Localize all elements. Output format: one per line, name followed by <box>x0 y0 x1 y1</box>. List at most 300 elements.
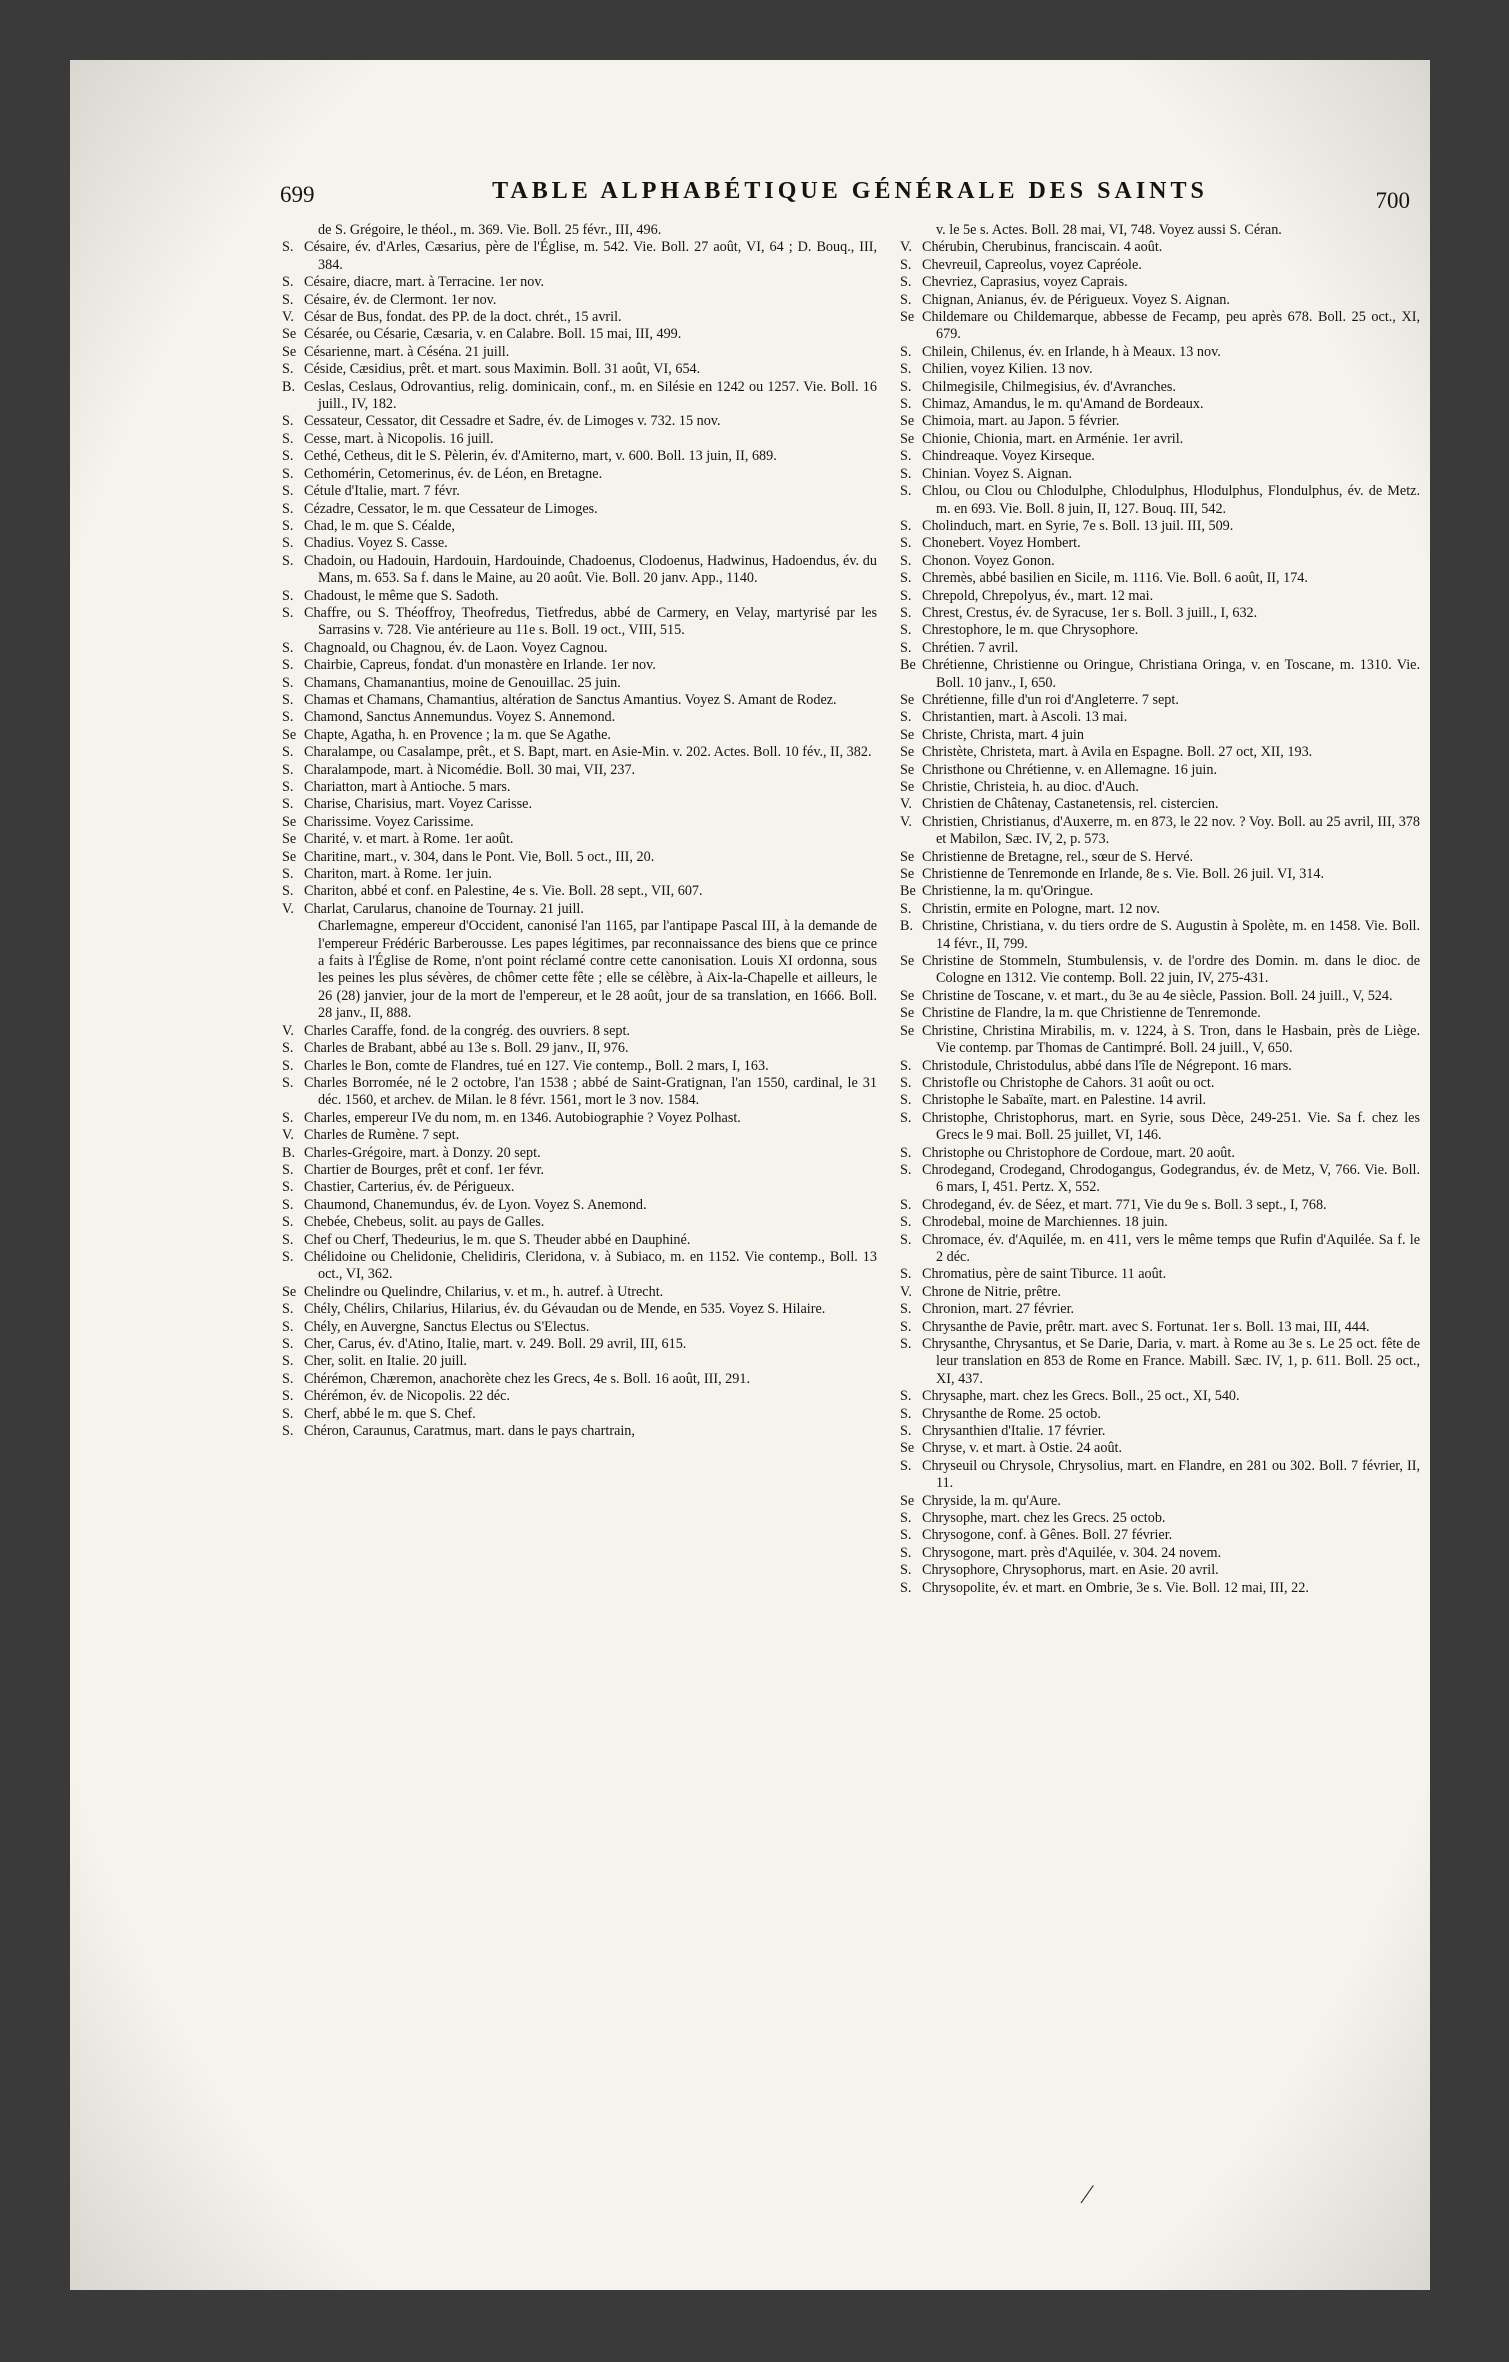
entry-text: Christhone ou Chrétienne, v. en Allemagne. 16 juin. <box>922 761 1217 778</box>
entry-text: Cézadre, Cessator, le m. que Cessateur de Limoges. <box>304 500 598 517</box>
entry-prefix: S. <box>900 1109 912 1126</box>
entry-prefix: S. <box>282 535 294 552</box>
entry-prefix: Se <box>900 953 915 970</box>
index-entry <box>900 361 1420 378</box>
entry-text: Césaire, év. de Clermont. 1er nov. <box>304 291 497 308</box>
index-entry <box>282 448 877 465</box>
entry-prefix: S. <box>900 1144 912 1161</box>
index-entry <box>900 1301 1420 1318</box>
entry-prefix: V. <box>900 813 912 830</box>
index-entry <box>282 814 877 831</box>
index-entry <box>282 1075 877 1110</box>
entry-text: Chremès, abbé basilien en Sicile, m. 1116. Vie. Boll. 6 août, II, 174. <box>922 570 1308 587</box>
index-entry <box>282 1040 877 1057</box>
index-entry <box>282 309 877 326</box>
index-entry <box>282 1388 877 1405</box>
index-entry <box>282 1110 877 1127</box>
entry-text: Charles de Rumène. 7 sept. <box>304 1127 460 1144</box>
index-entry <box>900 1510 1420 1527</box>
index-entry <box>900 1232 1420 1267</box>
entry-prefix <box>900 222 922 239</box>
entry-prefix: Se <box>900 779 915 795</box>
entry-text: Charissime. Voyez Carissime. <box>304 813 474 830</box>
entry-prefix: S. <box>282 274 294 291</box>
entry-prefix: S. <box>900 570 912 587</box>
index-entry <box>282 866 877 883</box>
index-entry <box>900 883 1420 900</box>
index-entry <box>282 483 877 500</box>
entry-text: Chrysaphe, mart. chez les Grecs. Boll., 25 oct., XI, 540. <box>922 1388 1240 1405</box>
index-entry <box>282 605 877 640</box>
index-entry <box>282 1336 877 1353</box>
entry-text: Charlemagne, empereur d'Occident, canonisé l'an 1165, par l'antipape Pascal III, à la demande de l'empereur Frédéric Barberousse. Les papes légitimes, par reconnaissance des biens que ce prince a faits à l'Église de Rome, n'ont point réclamé contre cette canonisation. Louis XI ordonna, sous les peines les plus sévères, de chômer cette fête ; elle se célèbre, à Aix-la-Chapelle et ailleurs, le 26 (28) janvier, jour de la mort de l'empereur, et le 28 août, jour de sa translation, en 1666. Boll. 28 janv., II, 888. <box>318 918 877 1022</box>
entry-text: César de Bus, fondat. des PP. de la doct. chrét., 15 avril. <box>304 309 622 326</box>
index-entry <box>282 501 877 518</box>
entry-prefix: S. <box>282 883 294 900</box>
index-entry <box>282 1179 877 1196</box>
index-entry <box>282 692 877 709</box>
entry-text: Chély, en Auvergne, Sanctus Electus ou S'Electus. <box>304 1318 590 1335</box>
entry-text: Chryseuil ou Chrysole, Chrysolius, mart. en Flandre, en 281 ou 302. Boll. 7 février, II, 11. <box>922 1457 1420 1492</box>
entry-prefix: S. <box>900 1318 912 1335</box>
entry-text: Chilmegisile, Chilmegisius, év. d'Avranches. <box>922 378 1176 395</box>
index-entry <box>282 1249 877 1284</box>
entry-prefix: S. <box>282 1301 294 1318</box>
left-column <box>282 222 877 1440</box>
entry-text: Chryse, v. et mart. à Ostie. 24 août. <box>922 1440 1123 1457</box>
entry-prefix: B. <box>900 918 914 935</box>
entry-text: Chronion, mart. 27 février. <box>922 1301 1075 1318</box>
index-entry <box>900 448 1420 465</box>
entry-text: Christine de Toscane, v. et mart., du 3e au 4e siècle, Passion. Boll. 24 juill., V, 524. <box>922 987 1393 1004</box>
entry-text: Chrysophe, mart. chez les Grecs. 25 octob. <box>922 1510 1166 1527</box>
index-entry <box>282 796 877 813</box>
index-entry <box>900 553 1420 570</box>
entry-text: Christienne de Bretagne, rel., sœur de S. Hervé. <box>922 848 1194 865</box>
entry-prefix: S. <box>282 674 294 691</box>
entry-text: de S. Grégoire, le théol., m. 369. Vie. Boll. 25 févr., III, 496. <box>318 222 662 238</box>
index-entry <box>900 1058 1420 1075</box>
index-entry <box>900 849 1420 866</box>
index-entry <box>282 744 877 761</box>
index-entry <box>900 657 1420 692</box>
index-entry <box>282 901 877 918</box>
index-entry <box>900 796 1420 813</box>
entry-text: Christin, ermite en Pologne, mart. 12 nov. <box>922 900 1160 917</box>
entry-text: Chrodebal, moine de Marchiennes. 18 juin. <box>922 1214 1168 1231</box>
entry-text: Chebée, Chebeus, solit. au pays de Galles. <box>304 1214 545 1231</box>
index-entry <box>900 1336 1420 1388</box>
entry-text: Christine, Christina Mirabilis, m. v. 1224, à S. Tron, dans le Hasbain, près de Liège. Vie contemp. par Thomas de Cantimpré. Boll. 24 juill., V, 650. <box>922 1022 1420 1057</box>
entry-prefix: Se <box>282 831 297 848</box>
entry-text: Cher, Carus, év. d'Atino, Italie, mart. v. 249. Boll. 29 avril, III, 615. <box>304 1336 687 1352</box>
entry-text: Chrestophore, le m. que Chrysophore. <box>922 622 1139 639</box>
entry-text: Chariton, abbé et conf. en Palestine, 4e s. Vie. Boll. 28 sept., VII, 607. <box>304 883 703 900</box>
entry-prefix: S. <box>900 343 912 360</box>
entry-text: Cethomérin, Cetomerinus, év. de Léon, en Bretagne. <box>304 465 603 482</box>
entry-text: Cholinduch, mart. en Syrie, 7e s. Boll. 13 juil. III, 509. <box>922 517 1234 534</box>
entry-prefix: S. <box>900 361 912 378</box>
index-entry <box>282 1319 877 1336</box>
entry-text: Chély, Chélirs, Chilarius, Hilarius, év. du Gévaudan ou de Mende, en 535. Voyez S. Hilaire. <box>304 1301 826 1318</box>
entry-prefix: S. <box>282 291 294 308</box>
entry-text: Chinian. Voyez S. Aignan. <box>922 465 1073 482</box>
entry-prefix: V. <box>900 796 912 813</box>
entry-text: Chrysopolite, év. et mart. en Ombrie, 3e s. Vie. Boll. 12 mai, III, 22. <box>922 1579 1309 1596</box>
entry-prefix: Se <box>282 726 297 743</box>
entry-prefix: S. <box>282 1161 294 1178</box>
entry-prefix: S. <box>900 1196 912 1213</box>
index-entry <box>900 413 1420 430</box>
index-entry <box>900 1580 1420 1597</box>
entry-prefix: S. <box>900 378 912 395</box>
entry-prefix: S. <box>282 1231 294 1248</box>
index-entry <box>282 1301 877 1318</box>
entry-prefix: S. <box>900 1266 912 1283</box>
entry-prefix: S. <box>282 639 294 656</box>
entry-prefix: S. <box>282 657 294 674</box>
entry-prefix: Se <box>900 691 915 708</box>
index-entry <box>900 692 1420 709</box>
index-entry <box>282 831 877 848</box>
entry-prefix: S. <box>900 291 912 308</box>
entry-prefix: S. <box>282 1074 294 1091</box>
entry-text: Chadoin, ou Hadouin, Hardouin, Hardouinde, Chadoenus, Clodoenus, Hadwinus, Hadoendus, év. du Mans, m. 653. Sa f. dans le Maine, au 20 août. Vie. Boll. 20 janv. App., 1140. <box>304 552 877 587</box>
index-entry <box>900 1092 1420 1109</box>
entry-text: Christofle ou Christophe de Cahors. 31 août ou oct. <box>922 1074 1215 1091</box>
entry-text: Christine de Stommeln, Stumbulensis, v. de l'ordre des Domin. m. dans le dioc. de Cologne en 1312. Vie contemp. Boll. 22 juin, IV, 275-431. <box>922 953 1420 987</box>
entry-prefix: Se <box>900 430 915 447</box>
entry-prefix: S. <box>900 535 912 552</box>
entry-text: Charité, v. et mart. à Rome. 1er août. <box>304 831 514 848</box>
entry-text: Christienne de Tenremonde en Irlande, 8e s. Vie. Boll. 26 juil. VI, 314. <box>922 866 1325 883</box>
entry-prefix: Se <box>282 848 297 865</box>
entry-prefix <box>282 918 304 1022</box>
entry-prefix: S. <box>282 796 294 813</box>
entry-text: Childemare ou Childemarque, abbesse de Fecamp, peu après 678. Boll. 25 oct., XI, 679. <box>922 309 1420 343</box>
entry-text: Christien, Christianus, d'Auxerre, m. en 873, le 22 nov. ? Voy. Boll. au 25 avril, III, 378 et Mabilon, Sæc. IV, 2, p. 573. <box>922 813 1420 848</box>
entry-text: Chamas et Chamans, Chamantius, altération de Sanctus Amantius. Voyez S. Amant de Rodez. <box>304 691 837 708</box>
index-entry <box>282 709 877 726</box>
entry-prefix: S. <box>282 1405 294 1422</box>
index-entry <box>900 622 1420 639</box>
index-entry <box>900 535 1420 552</box>
index-entry <box>900 1493 1420 1510</box>
entry-prefix: S. <box>900 1057 912 1074</box>
entry-text: Christodule, Christodulus, abbé dans l'île de Négrepont. 16 mars. <box>922 1057 1292 1074</box>
entry-prefix: S. <box>282 430 294 447</box>
entry-text: Cétule d'Italie, mart. 7 févr. <box>304 483 460 500</box>
index-entry <box>900 1527 1420 1544</box>
index-entry <box>282 361 877 378</box>
entry-text: Chionie, Chionia, mart. en Arménie. 1er avril. <box>922 430 1184 447</box>
entry-prefix: S. <box>282 866 294 883</box>
index-entry <box>900 727 1420 744</box>
index-entry <box>900 466 1420 483</box>
entry-text: Chromace, év. d'Aquilée, m. en 411, vers le même temps que Rufin d'Aquilée. Sa f. le 2 déc. <box>922 1231 1420 1265</box>
entry-text: Chrysanthe de Pavie, prêtr. mart. avec S. Fortunat. 1er s. Boll. 13 mai, III, 444. <box>922 1318 1370 1335</box>
entry-prefix: S. <box>900 900 912 917</box>
entry-prefix: S. <box>282 779 294 795</box>
right-column <box>900 222 1420 1597</box>
page-header <box>280 178 1410 218</box>
index-entry <box>900 814 1420 849</box>
entry-prefix: S. <box>282 1388 294 1405</box>
entry-prefix: S. <box>282 587 294 604</box>
entry-prefix: S. <box>282 1353 294 1370</box>
entry-text: Christète, Christeta, mart. à Avila en Espagne. Boll. 27 oct, XII, 193. <box>922 744 1313 761</box>
entry-prefix: S. <box>282 517 294 534</box>
index-entry <box>282 1284 877 1301</box>
entry-text: Cesse, mart. à Nicopolis. 16 juill. <box>304 430 494 447</box>
index-entry <box>282 1127 877 1144</box>
entry-prefix: S. <box>282 1318 294 1335</box>
entry-prefix: S. <box>900 1074 912 1091</box>
index-entry <box>900 379 1420 396</box>
entry-prefix: S. <box>900 1544 912 1561</box>
entry-prefix: Se <box>900 413 915 430</box>
index-entry <box>282 1145 877 1162</box>
entry-text: Chéron, Caraunus, Caratmus, mart. dans le pays chartrain, <box>304 1423 635 1440</box>
index-entry <box>282 1162 877 1179</box>
index-entry <box>900 1406 1420 1423</box>
entry-text: Cessateur, Cessator, dit Cessadre et Sadre, év. de Limoges v. 732. 15 nov. <box>304 413 721 430</box>
index-entry <box>282 675 877 692</box>
index-entry <box>900 1162 1420 1197</box>
entry-prefix: Se <box>282 1283 297 1300</box>
entry-prefix: S. <box>282 709 294 726</box>
index-entry <box>900 1145 1420 1162</box>
entry-prefix: Se <box>900 744 915 761</box>
entry-text: Chrétienne, fille d'un roi d'Angleterre. 7 sept. <box>922 691 1179 708</box>
index-entry <box>900 953 1420 988</box>
entry-prefix: S. <box>282 1214 294 1231</box>
index-entry <box>282 883 877 900</box>
index-entry <box>282 518 877 535</box>
entry-text: Chonon. Voyez Gonon. <box>922 552 1055 569</box>
entry-prefix: S. <box>282 604 294 621</box>
entry-prefix: V. <box>282 1022 294 1039</box>
index-entry <box>900 588 1420 605</box>
index-entry <box>282 640 877 657</box>
ink-flourish-mark: ⁄ <box>1085 2180 1090 2209</box>
entry-prefix: S. <box>282 465 294 482</box>
index-entry <box>900 1319 1420 1336</box>
entry-prefix: S. <box>900 1457 912 1474</box>
entry-text: Chariatton, mart à Antioche. 5 mars. <box>304 779 511 795</box>
entry-prefix: Be <box>900 657 916 674</box>
entry-prefix: V. <box>282 900 294 917</box>
entry-prefix: S. <box>900 587 912 604</box>
index-entry <box>900 1197 1420 1214</box>
entry-text: Chérubin, Cherubinus, franciscain. 4 août. <box>922 239 1163 256</box>
index-entry <box>900 431 1420 448</box>
page-number-right: 700 <box>1375 188 1410 213</box>
entry-text: Chagnoald, ou Chagnou, év. de Laon. Voyez Cagnou. <box>304 639 608 656</box>
entry-prefix: S. <box>900 256 912 273</box>
index-entry <box>900 901 1420 918</box>
index-entry <box>900 344 1420 361</box>
index-entry <box>900 762 1420 779</box>
entry-text: Chromatius, père de saint Tiburce. 11 août. <box>922 1266 1167 1283</box>
entry-text: Césaire, év. d'Arles, Cæsarius, père de l'Église, m. 542. Vie. Boll. 27 août, VI, 64 ; D. Bouq., III, 384. <box>304 239 877 273</box>
entry-prefix: Se <box>282 813 297 830</box>
index-entry <box>282 657 877 674</box>
index-entry <box>900 866 1420 883</box>
index-entry <box>900 1423 1420 1440</box>
entry-prefix: S. <box>900 1092 912 1109</box>
entry-text: Cethé, Cetheus, dit le S. Pèlerin, év. d'Amiterno, mart, v. 600. Boll. 13 juin, II, 689. <box>304 448 777 465</box>
index-entry <box>900 1110 1420 1145</box>
entry-text: Christophe, Christophorus, mart. en Syrie, sous Dèce, 249-251. Vie. Sa f. chez les Grecs le 9 mai. Boll. 25 juillet, VI, 146. <box>922 1109 1420 1144</box>
entry-text: Chryside, la m. qu'Aure. <box>922 1492 1061 1509</box>
index-entry <box>900 396 1420 413</box>
entry-prefix: S. <box>282 1370 294 1387</box>
index-entry <box>282 379 877 414</box>
entry-prefix: S. <box>282 1248 294 1265</box>
entry-prefix: S. <box>900 274 912 291</box>
index-entry <box>900 1388 1420 1405</box>
entry-text: Chef ou Cherf, Thedeurius, le m. que S. Theuder abbé en Dauphiné. <box>304 1231 691 1248</box>
entry-prefix: Se <box>282 343 297 360</box>
entry-text: Christantien, mart. à Ascoli. 13 mai. <box>922 709 1128 726</box>
entry-text: Chilein, Chilenus, év. en Irlande, h à Meaux. 13 nov. <box>922 343 1221 360</box>
entry-prefix: V. <box>282 1127 294 1144</box>
entry-text: Chrone de Nitrie, prêtre. <box>922 1283 1062 1300</box>
entry-prefix: S. <box>900 1214 912 1231</box>
page-number-left: 699 <box>280 182 315 207</box>
entry-text: Charles, empereur IVe du nom, m. en 1346. Autobiographie ? Voyez Polhast. <box>304 1109 741 1126</box>
entry-prefix: Se <box>900 1440 915 1457</box>
entry-prefix: S. <box>282 691 294 708</box>
index-entry <box>282 1406 877 1423</box>
entry-prefix: S. <box>900 709 912 726</box>
entry-prefix <box>282 222 304 239</box>
index-entry <box>900 239 1420 256</box>
entry-prefix: S. <box>900 604 912 621</box>
entry-text: Charles le Bon, comte de Flandres, tué en 127. Vie contemp., Boll. 2 mars, I, 163. <box>304 1057 769 1074</box>
entry-text: Chonebert. Voyez Hombert. <box>922 535 1081 552</box>
entry-text: Chrysanthien d'Italie. 17 février. <box>922 1423 1106 1440</box>
entry-prefix: S. <box>900 517 912 534</box>
index-entry <box>282 779 877 796</box>
entry-prefix: S. <box>900 448 912 465</box>
index-entry <box>900 1440 1420 1457</box>
entry-prefix: S. <box>282 1423 294 1440</box>
page-title: TABLE ALPHABÉTIQUE GÉNÉRALE DES SAINTS <box>492 178 1208 204</box>
index-entry <box>900 518 1420 535</box>
entry-prefix: S. <box>282 1040 294 1057</box>
index-entry <box>282 535 877 552</box>
entry-text: v. le 5e s. Actes. Boll. 28 mai, VI, 748. Voyez aussi S. Céran. <box>936 222 1282 238</box>
entry-prefix: Se <box>900 761 915 778</box>
index-entry <box>900 1284 1420 1301</box>
index-entry <box>900 988 1420 1005</box>
entry-prefix: S. <box>900 622 912 639</box>
entry-text: Chad, le m. que S. Céalde, <box>304 517 455 534</box>
entry-prefix: S. <box>900 1161 912 1178</box>
index-entry <box>282 1232 877 1249</box>
index-entry <box>282 413 877 430</box>
index-entry <box>900 1266 1420 1283</box>
index-entry <box>282 1214 877 1231</box>
index-entry <box>282 849 877 866</box>
entry-text: Chadoust, le même que S. Sadoth. <box>304 587 499 604</box>
entry-text: Cherf, abbé le m. que S. Chef. <box>304 1405 476 1422</box>
entry-prefix: S. <box>900 483 912 500</box>
index-entry <box>282 431 877 448</box>
index-entry <box>282 588 877 605</box>
entry-text: Chélidoine ou Chelidonie, Chelidiris, Cleridona, v. à Subiaco, m. en 1152. Vie contemp., Boll. 13 oct., VI, 362. <box>304 1248 877 1283</box>
entry-text: Christie, Christeia, h. au dioc. d'Auch. <box>922 779 1139 795</box>
entry-text: Christine de Flandre, la m. que Christienne de Tenremonde. <box>922 1005 1261 1022</box>
index-entry <box>900 918 1420 953</box>
entry-prefix: S. <box>900 1301 912 1318</box>
entry-prefix: S. <box>282 239 294 256</box>
index-entry <box>900 709 1420 726</box>
index-entry <box>282 274 877 291</box>
index-entry <box>900 1545 1420 1562</box>
entry-text: Christophe le Sabaïte, mart. en Palestine. 14 avril. <box>922 1092 1207 1109</box>
index-entry <box>282 762 877 779</box>
index-entry <box>900 605 1420 622</box>
index-entry <box>282 466 877 483</box>
entry-prefix: Se <box>282 326 297 343</box>
index-entry <box>900 483 1420 518</box>
entry-text: Charles Borromée, né le 2 octobre, l'an 1538 ; abbé de Saint-Gratignan, l'an 1550, cardinal, le 31 déc. 1560, et archev. de Milan. le 8 févr. 1561, mort le 3 nov. 1584. <box>304 1074 877 1109</box>
entry-text: Chevriez, Caprasius, voyez Caprais. <box>922 274 1128 291</box>
entry-text: Chrétien. 7 avril. <box>922 639 1019 656</box>
entry-prefix: S. <box>900 1423 912 1440</box>
entry-prefix: S. <box>900 1527 912 1544</box>
scanned-page <box>70 60 1430 2290</box>
entry-text: Chrysanthe de Rome. 25 octob. <box>922 1405 1101 1422</box>
entry-prefix: S. <box>282 413 294 430</box>
entry-text: Chadius. Voyez S. Casse. <box>304 535 448 552</box>
entry-text: Chignan, Anianus, év. de Périgueux. Voyez S. Aignan. <box>922 291 1230 308</box>
entry-prefix: B. <box>282 378 296 395</box>
index-entry <box>900 744 1420 761</box>
entry-text: Charalampode, mart. à Nicomédie. Boll. 30 mai, VII, 237. <box>304 761 636 778</box>
entry-text: Charles-Grégoire, mart. à Donzy. 20 sept. <box>304 1144 541 1161</box>
index-entry <box>900 309 1420 344</box>
index-entry <box>900 257 1420 274</box>
entry-text: Christienne, la m. qu'Oringue. <box>922 883 1094 900</box>
index-entry <box>900 1562 1420 1579</box>
entry-text: Charise, Charisius, mart. Voyez Carisse. <box>304 796 533 813</box>
entry-text: Chapte, Agatha, h. en Provence ; la m. que Se Agathe. <box>304 726 611 743</box>
entry-text: Chindreaque. Voyez Kirseque. <box>922 448 1095 465</box>
index-entry <box>900 640 1420 657</box>
index-entry <box>282 727 877 744</box>
entry-prefix: Se <box>900 1005 915 1022</box>
entry-prefix: Se <box>900 987 915 1004</box>
entry-text: Césarienne, mart. à Céséna. 21 juill. <box>304 343 510 360</box>
entry-text: Chrodegand, év. de Séez, et mart. 771, Vie du 9e s. Boll. 3 sept., I, 768. <box>922 1196 1327 1213</box>
entry-prefix: S. <box>282 1109 294 1126</box>
entry-text: Chrysanthe, Chrysantus, et Se Darie, Daria, v. mart. à Rome au 3e s. Le 25 oct. fête de leur translation en 853 de Rome en France. Mabill. Sæc. IV, 1, p. 611. Boll. 25 oct., XI, 437. <box>922 1336 1420 1387</box>
entry-prefix: S. <box>900 1579 912 1596</box>
entry-text: Ceslas, Ceslaus, Odrovantius, relig. dominicain, conf., m. en Silésie en 1242 ou 1257. Vie. Boll. 16 juill., IV, 182. <box>304 378 877 413</box>
index-entry <box>282 918 877 1022</box>
entry-text: Chimaz, Amandus, le m. qu'Amand de Bordeaux. <box>922 396 1204 413</box>
index-entry <box>282 326 877 343</box>
entry-prefix: S. <box>900 1405 912 1422</box>
entry-prefix: Se <box>900 866 915 883</box>
entry-text: Chérémon, év. de Nicopolis. 22 déc. <box>304 1388 510 1405</box>
entry-text: Chrysophore, Chrysophorus, mart. en Asie. 20 avril. <box>922 1562 1219 1579</box>
index-entry <box>282 553 877 588</box>
